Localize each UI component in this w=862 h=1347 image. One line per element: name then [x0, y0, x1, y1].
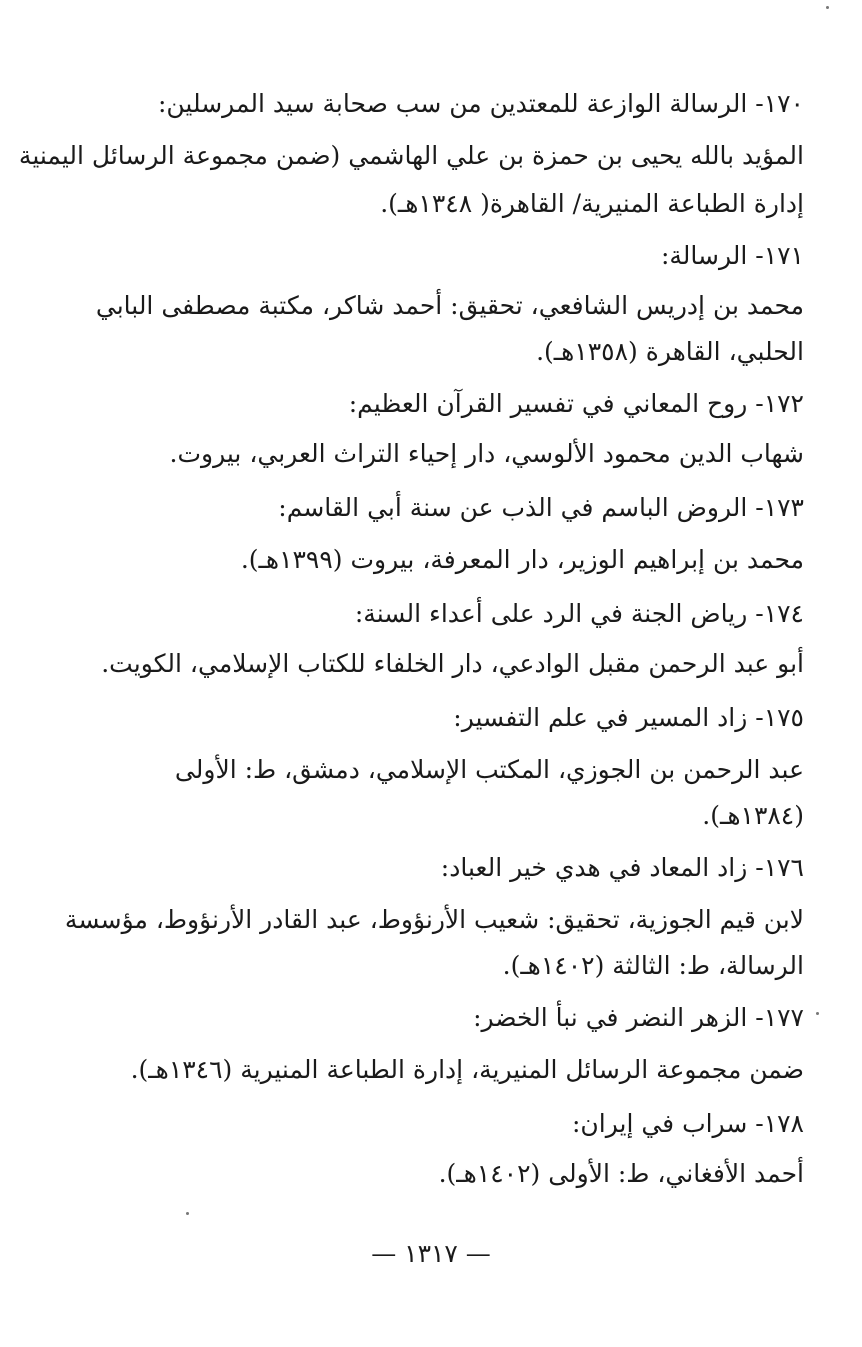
- entry-body-171-line1: محمد بن إدريس الشافعي، تحقيق: أحمد شاكر، مكتبة مصطفى البابي: [95, 291, 804, 320]
- entry-body-170-line1: المؤيد بالله يحيى بن حمزة بن علي الهاشمي (ضمن مجموعة الرسائل اليمنية: [18, 141, 804, 170]
- entry-body-174-line1: أبو عبد الرحمن مقبل الوادعي، دار الخلفاء للكتاب الإسلامي، الكويت.: [101, 649, 804, 678]
- entry-heading-176: ١٧٦- زاد المعاد في هدي خير العباد:: [440, 853, 804, 882]
- page-number: — ١٣١٧ —: [371, 1239, 491, 1268]
- scan-speck: [186, 1212, 189, 1215]
- entry-body-172-line1: شهاب الدين محمود الألوسي، دار إحياء التراث العربي، بيروت.: [169, 439, 804, 468]
- entry-heading-178: ١٧٨- سراب في إيران:: [571, 1109, 804, 1138]
- entry-heading-173: ١٧٣- الروض الباسم في الذب عن سنة أبي القاسم:: [278, 493, 804, 522]
- entry-heading-171: ١٧١- الرسالة:: [660, 241, 804, 270]
- entry-body-175-line2: (١٣٨٤هـ).: [702, 801, 804, 830]
- entry-heading-175: ١٧٥- زاد المسير في علم التفسير:: [453, 703, 804, 732]
- entry-body-170-line2: إدارة الطباعة المنيرية/ القاهرة( ١٣٤٨هـ).: [380, 189, 804, 218]
- entry-body-175-line1: عبد الرحمن بن الجوزي، المكتب الإسلامي، دمشق، ط: الأولى: [174, 755, 804, 784]
- entry-body-178-line1: أحمد الأفغاني، ط: الأولى (١٤٠٢هـ).: [438, 1159, 804, 1188]
- entry-body-171-line2: الحلبي، القاهرة (١٣٥٨هـ).: [536, 337, 804, 366]
- entry-body-173-line1: محمد بن إبراهيم الوزير، دار المعرفة، بيروت (١٣٩٩هـ).: [240, 545, 804, 574]
- entry-body-176-line2: الرسالة، ط: الثالثة (١٤٠٢هـ).: [502, 951, 804, 980]
- entry-heading-174: ١٧٤- رياض الجنة في الرد على أعداء السنة:: [354, 599, 804, 628]
- entry-heading-177: ١٧٧- الزهر النضر في نبأ الخضر:: [473, 1003, 804, 1032]
- entry-body-177-line1: ضمن مجموعة الرسائل المنيرية، إدارة الطباعة المنيرية (١٣٤٦هـ).: [130, 1055, 804, 1084]
- entry-heading-172: ١٧٢- روح المعاني في تفسير القرآن العظيم:: [348, 389, 804, 418]
- scan-speck: [826, 6, 829, 9]
- entry-heading-170: ١٧٠- الرسالة الوازعة للمعتدين من سب صحابة سيد المرسلين:: [157, 89, 804, 118]
- scan-speck: [816, 1012, 819, 1015]
- entry-body-176-line1: لابن قيم الجوزية، تحقيق: شعيب الأرنؤوط، عبد القادر الأرنؤوط، مؤسسة: [64, 905, 804, 934]
